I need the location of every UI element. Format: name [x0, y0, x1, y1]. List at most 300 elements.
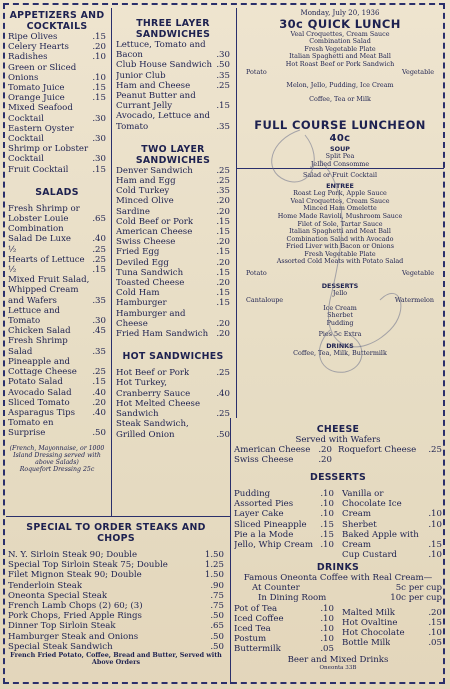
- two-layer-name: Tuna Sandwich: [116, 267, 184, 278]
- two-layer-price: .15: [216, 288, 230, 299]
- column-left: [8, 10, 106, 473]
- two-layer-name: Fried Ham Sandwich: [116, 329, 209, 340]
- soup-heading: SOUP: [330, 145, 350, 154]
- two-layer-price: .15: [216, 267, 230, 278]
- drink-price: .10: [428, 628, 442, 639]
- two-layer-item: [116, 207, 230, 217]
- dessert-name: Pie a la Mode: [234, 529, 294, 540]
- appetizer-name: Shrimp or Lobster Cocktail: [8, 144, 89, 165]
- salad-item: [8, 377, 106, 387]
- salad-item: [8, 357, 106, 377]
- steak-item: [8, 621, 224, 631]
- two-layer-price: .15: [216, 216, 230, 227]
- salad-price: .40: [92, 234, 106, 245]
- entree-item: Assorted Cold Meats with Potato Salad: [276, 257, 404, 266]
- steak-item: [8, 581, 224, 591]
- salad-price: .40: [92, 407, 106, 418]
- steak-name: Dinner Top Sirloin Steak: [8, 621, 116, 632]
- drink-price: .10: [320, 634, 334, 645]
- three-layer-item: [116, 71, 230, 81]
- dessert-item: [234, 540, 334, 550]
- lunch-dessert-heading: DESSERTS: [321, 281, 359, 290]
- drinks-section: [234, 562, 442, 672]
- steak-list: [8, 550, 224, 652]
- appetizer-item: [8, 144, 106, 164]
- entree-list: [240, 190, 440, 266]
- drink-price: .05: [320, 644, 334, 655]
- lunch-dessert-3: Sherbet: [327, 311, 353, 320]
- hot-sandwich-price: .25: [216, 409, 230, 420]
- drink-item: [342, 638, 442, 648]
- two-layer-item: [116, 247, 230, 257]
- two-layer-item: [116, 227, 230, 237]
- soup-list: [240, 153, 440, 168]
- three-layer-name: Avocado, Lettuce and Tomato: [116, 111, 210, 132]
- dressing-note: (French, Mayonnaise, or 1000 Island Dressing served with above Salads): [9, 444, 105, 466]
- three-layer-name: Ham and Cheese: [116, 80, 191, 91]
- dessert-price: .10: [428, 550, 442, 561]
- steak-name: N. Y. Sirloin Steak 90; Double: [8, 550, 138, 560]
- salad-item: [8, 326, 106, 336]
- dessert-price: .15: [320, 519, 334, 530]
- appetizer-price: .30: [92, 134, 106, 145]
- drink-item: [342, 628, 442, 638]
- salad-price: .25: [92, 367, 106, 378]
- two-layer-item: [116, 329, 230, 339]
- dessert-name: Assorted Pies: [234, 499, 294, 510]
- two-layer-name: Cold Beef or Pork: [116, 216, 194, 227]
- dessert-price: .10: [320, 540, 334, 551]
- quick-vegetable: Vegetable: [402, 67, 434, 76]
- drinks-left-list: [234, 604, 334, 655]
- steak-item: [8, 550, 224, 560]
- salad-item: [8, 224, 106, 244]
- full-course-title: FULL COURSE LUNCHEON: [254, 118, 426, 133]
- salad-price: .65: [92, 214, 106, 225]
- hot-sandwich-list: [116, 368, 230, 439]
- salad-name: ½: [8, 265, 17, 276]
- quick-lunch-title: 30c QUICK LUNCH: [279, 16, 401, 31]
- salad-name: Avocado Salad: [8, 387, 72, 398]
- drink-item: [342, 618, 442, 628]
- salad-name: Tomato en Surprise: [8, 418, 54, 439]
- three-layer-item: [116, 60, 230, 70]
- dessert-name: Sliced Pineapple: [234, 519, 307, 530]
- quick-lunch-item: Fresh Vegetable Plate: [304, 44, 376, 53]
- salad-price: .15: [92, 377, 106, 388]
- salad-item: [8, 306, 106, 326]
- coffee-counter-price: 5c per cup: [395, 583, 442, 594]
- salad-name: Chicken Salad: [8, 326, 71, 337]
- two-layer-name: Deviled Egg: [116, 257, 169, 268]
- appetizer-price: .15: [92, 93, 106, 104]
- dessert-item: [342, 520, 442, 530]
- salad-list: [8, 204, 106, 439]
- drink-name: Bottle Milk: [342, 638, 391, 649]
- salad-price: .25: [92, 254, 106, 265]
- appetizer-item: [8, 103, 106, 123]
- appetizer-name: Green or Sliced Onions: [8, 62, 77, 83]
- desserts-left-list: [234, 489, 334, 560]
- coffee-dining: In Dining Room: [258, 593, 327, 604]
- cheese-swiss-price: .20: [318, 455, 332, 466]
- three-layer-price: .35: [216, 70, 230, 81]
- lunch-dessert-1: Jello: [332, 288, 348, 297]
- appetizers-title: APPETIZERS AND COCKTAILS: [9, 10, 105, 32]
- salad-item: [8, 265, 106, 275]
- lunch-watermelon: Watermelon: [394, 296, 434, 305]
- salad-item: [8, 336, 106, 356]
- dessert-item: [234, 530, 334, 540]
- salad-name: Lettuce and Tomato: [8, 305, 61, 327]
- appetizer-name: Orange Juice: [8, 93, 65, 104]
- appetizer-item: [8, 124, 106, 144]
- drinks-footer: Beer and Mixed Drinks: [287, 654, 389, 665]
- salad-price: .20: [92, 397, 106, 408]
- column-middle: [116, 18, 230, 440]
- three-layer-item: [116, 81, 230, 91]
- salad-name: Fresh Shrimp Salad: [8, 336, 68, 357]
- dessert-price: .15: [320, 529, 334, 540]
- drink-price: .10: [320, 603, 334, 614]
- dessert-item: [342, 489, 442, 520]
- steak-price: .50: [210, 641, 224, 652]
- salad-price: .25: [92, 244, 106, 255]
- appetizer-price: .15: [92, 164, 106, 175]
- appetizer-name: Ripe Olives: [8, 32, 58, 42]
- entree-item: Roast Leg Pork, Apple Sauce: [293, 189, 387, 198]
- appetizer-name: Eastern Oyster Cocktail: [8, 123, 74, 145]
- appetizer-name: Mixed Seafood Cocktail: [8, 103, 73, 124]
- three-layer-name: Club House Sandwich: [116, 60, 213, 71]
- steak-item: [8, 560, 224, 570]
- salad-name: Mixed Fruit Salad, Whipped Cream and Wafers: [8, 275, 90, 306]
- drink-name: Hot Chocolate: [342, 628, 405, 639]
- three-layer-title: THREE LAYER SANDWICHES: [135, 18, 211, 40]
- cheese-title: CHEESE: [316, 424, 360, 435]
- hot-sandwich-name: Hot Turkey, Cranberry Sauce: [116, 378, 191, 399]
- drink-item: [234, 604, 334, 614]
- salad-price: .45: [92, 326, 106, 337]
- steak-price: 1.50: [204, 570, 224, 581]
- hot-sandwich-price: .40: [216, 388, 230, 399]
- steak-name: Hamburger Steak and Onions: [8, 631, 139, 642]
- cheese-section: [234, 424, 442, 466]
- salad-name: Asparagus Tips: [8, 407, 76, 418]
- dessert-price: .10: [320, 509, 334, 520]
- two-layer-name: American Cheese: [116, 227, 193, 238]
- drink-name: Buttermilk: [234, 644, 281, 655]
- drink-price: .05: [428, 638, 442, 649]
- roquefort-note: Roquefort Dressing 25c: [19, 466, 95, 474]
- entree-item: Fried Liver with Bacon or Onions: [285, 242, 395, 251]
- steak-price: 1.25: [204, 560, 224, 571]
- two-layer-item: [116, 268, 230, 278]
- steak-price: 1.50: [204, 550, 224, 560]
- salad-price: .40: [92, 387, 106, 398]
- cheese-american-price: .20: [318, 445, 332, 456]
- two-layer-name: Ham and Egg: [116, 176, 176, 187]
- print-code: Oneonta 33B: [319, 664, 357, 671]
- entree-item: Minced Ham Omelette: [303, 204, 377, 213]
- two-layer-item: [116, 237, 230, 247]
- dessert-name: Pudding: [234, 489, 271, 499]
- dessert-item: [234, 489, 334, 499]
- dessert-price: .15: [428, 540, 442, 551]
- salad-price: .50: [92, 428, 106, 439]
- two-layer-item: [116, 288, 230, 298]
- three-layer-name: Peanut Butter and Currant Jelly: [116, 91, 196, 112]
- steak-item: [8, 601, 224, 611]
- steak-price: .75: [210, 601, 224, 612]
- menu-date: Monday, July 20, 1936: [300, 9, 380, 17]
- steak-name: Tenderloin Steak: [8, 580, 83, 591]
- cheese-swiss: Swiss Cheese: [234, 455, 294, 466]
- hot-sandwich-price: .25: [216, 368, 230, 379]
- steak-price: .90: [210, 580, 224, 591]
- drink-price: .10: [320, 624, 334, 635]
- cheese-roquefort: Roquefort Cheese: [338, 445, 417, 456]
- two-layer-title: TWO LAYER SANDWICHES: [135, 143, 211, 166]
- two-layer-item: [116, 298, 230, 308]
- three-layer-price: .50: [216, 60, 230, 71]
- coffee-counter: At Counter: [252, 583, 300, 594]
- hot-sandwich-price: .50: [216, 429, 230, 440]
- steak-price: .50: [210, 631, 224, 642]
- drink-item: [234, 614, 334, 624]
- drinks-right-list: [342, 604, 442, 655]
- salad-price: .15: [92, 265, 106, 276]
- salad-item: [8, 388, 106, 398]
- divider-col1: [111, 8, 112, 516]
- dessert-price: .10: [428, 519, 442, 530]
- quick-dessert: Melon, Jello, Pudding, Ice Cream: [286, 81, 394, 90]
- three-layer-price: .30: [216, 50, 230, 61]
- salad-name: Hearts of Lettuce: [8, 254, 85, 265]
- hot-sandwich-name: Steak Sandwich, Grilled Onion: [116, 419, 189, 440]
- quick-lunch-item: Italian Spaghetti and Meat Ball: [289, 52, 391, 61]
- hot-sandwich-item: [116, 399, 230, 419]
- three-layer-list: [116, 40, 230, 132]
- two-layer-list: [116, 166, 230, 339]
- two-layer-price: .20: [216, 196, 230, 207]
- dessert-name: Cup Custard: [342, 550, 398, 561]
- appetizer-item: [8, 165, 106, 175]
- drink-price: .10: [320, 613, 334, 624]
- two-layer-name: Fried Egg: [116, 247, 160, 258]
- coffee-dining-price: 10c per cup: [390, 593, 442, 604]
- appetizer-price: .10: [92, 52, 106, 63]
- appetizer-price: .30: [92, 113, 106, 124]
- appetizer-name: Celery Hearts: [8, 42, 69, 53]
- three-layer-item: [116, 111, 230, 131]
- three-layer-name: Lettuce, Tomato and Bacon: [116, 40, 206, 61]
- dessert-name: Layer Cake: [234, 509, 284, 520]
- two-layer-item: [116, 186, 230, 196]
- two-layer-name: Minced Olive: [116, 196, 174, 207]
- steak-item: [8, 591, 224, 601]
- drink-name: Postum: [234, 634, 267, 645]
- salad-item: [8, 204, 106, 224]
- two-layer-price: .20: [216, 237, 230, 248]
- divider-left-bottom: [6, 516, 230, 517]
- lunch-dessert-4: Pudding: [326, 319, 354, 328]
- quick-potato: Potato: [246, 67, 267, 76]
- dessert-price: .10: [320, 499, 334, 510]
- salad-price: .35: [92, 295, 106, 306]
- quick-lunch-item: Hot Roast Beef or Pork Sandwich: [285, 59, 395, 68]
- appetizer-price: .20: [92, 42, 106, 53]
- desserts-section: [234, 472, 442, 560]
- entree-item: Veal Croquettes, Cream Sauce: [290, 196, 390, 205]
- drink-name: Iced Coffee: [234, 613, 284, 624]
- appetizer-item: [8, 83, 106, 93]
- salad-item: [8, 398, 106, 408]
- two-layer-name: Sardine: [116, 206, 150, 217]
- lunch-cantaloupe: Cantaloupe: [246, 296, 284, 305]
- dessert-price: .10: [320, 489, 334, 499]
- hot-sandwich-name: Hot Melted Cheese Sandwich: [116, 398, 201, 420]
- divider-left-bottom-right: [230, 418, 231, 684]
- dessert-name: Baked Apple with Cream: [342, 529, 419, 551]
- quick-lunch-item: Combination Salad: [309, 37, 371, 46]
- salad-name: Combination Salad De Luxe: [8, 224, 71, 245]
- full-potato: Potato: [246, 269, 267, 278]
- appetizer-price: .15: [92, 83, 106, 94]
- salad-item: [8, 408, 106, 418]
- lunch-drinks-heading: DRINKS: [326, 342, 354, 351]
- two-layer-price: .15: [216, 227, 230, 238]
- two-layer-item: [116, 196, 230, 206]
- desserts-title: DESSERTS: [309, 472, 367, 483]
- two-layer-price: .15: [216, 298, 230, 309]
- lunch-pies-extra: Pies 5c Extra: [318, 329, 362, 338]
- steak-item: [8, 570, 224, 580]
- two-layer-item: [116, 217, 230, 227]
- hot-sandwich-name: Hot Beef or Pork: [116, 368, 190, 379]
- appetizer-name: Tomato Juice: [8, 83, 65, 94]
- entree-item: Fresh Vegetable Plate: [304, 249, 376, 258]
- hot-sandwich-item: [116, 368, 230, 378]
- appetizer-item: [8, 63, 106, 83]
- lunch-section: [240, 10, 440, 358]
- steak-item: [8, 632, 224, 642]
- two-layer-price: .25: [216, 165, 230, 176]
- quick-lunch-list: [240, 31, 440, 69]
- two-layer-name: Cold Ham: [116, 288, 160, 299]
- hot-sandwich-item: [116, 378, 230, 398]
- salad-name: Sliced Tomato: [8, 397, 70, 408]
- steaks-footer: French Fried Potato, Coffee, Bread and Butter, Served with Above Orders: [10, 651, 222, 667]
- three-layer-price: .25: [216, 80, 230, 91]
- two-layer-item: [116, 166, 230, 176]
- appetizer-price: .10: [92, 72, 106, 83]
- salad-price: .30: [92, 316, 106, 327]
- two-layer-price: .20: [216, 206, 230, 217]
- two-layer-price: .35: [216, 186, 230, 197]
- divider-col2: [236, 8, 237, 418]
- three-layer-item: [116, 40, 230, 60]
- drink-item: [234, 624, 334, 634]
- two-layer-price: .15: [216, 247, 230, 258]
- dessert-name: Vanilla or Chocolate Ice Cream: [342, 489, 402, 520]
- entree-heading: ENTREE: [326, 182, 354, 191]
- three-layer-name: Junior Club: [116, 70, 166, 81]
- dessert-name: Sherbet: [342, 519, 377, 530]
- lunch-divider: [236, 168, 444, 169]
- full-vegetable: Vegetable: [402, 269, 434, 278]
- soup-item: Split Pea: [325, 152, 355, 161]
- two-layer-price: .25: [216, 176, 230, 187]
- drink-price: .15: [428, 617, 442, 628]
- two-layer-name: Toasted Cheese: [116, 278, 185, 289]
- dessert-item: [342, 550, 442, 560]
- full-course-price: 40c: [329, 133, 351, 145]
- appetizer-item: [8, 52, 106, 62]
- salad-item: [8, 418, 106, 438]
- salad-price: .35: [92, 346, 106, 357]
- drink-name: Pot of Tea: [234, 603, 278, 614]
- salad-item: [8, 255, 106, 265]
- dessert-name: Jello, Whip Cream: [234, 540, 314, 551]
- lunch-dessert-2: Ice Cream: [323, 303, 357, 312]
- lunch-drinks: Coffee, Tea, Milk, Buttermilk: [293, 349, 387, 358]
- drink-price: .20: [428, 607, 442, 618]
- soup-item: Jellied Consomme: [310, 159, 370, 168]
- two-layer-price: .20: [216, 318, 230, 329]
- drink-item: [234, 634, 334, 644]
- drink-name: Iced Tea: [234, 624, 271, 635]
- cheese-roquefort-price: .25: [428, 445, 442, 456]
- two-layer-name: Hamburger and Cheese: [116, 308, 186, 329]
- coffee-title: Famous Oneonta Coffee with Real Cream—: [243, 573, 433, 583]
- steak-price: .75: [210, 590, 224, 601]
- drink-name: Malted Milk: [342, 607, 395, 618]
- cheese-subtitle: Served with Wafers: [295, 435, 381, 445]
- dessert-item: [234, 509, 334, 519]
- two-layer-item: [116, 278, 230, 288]
- dessert-item: [234, 520, 334, 530]
- appetizer-item: [8, 32, 106, 42]
- dessert-price: .10: [428, 509, 442, 520]
- steaks-section: [8, 522, 224, 666]
- two-layer-item: [116, 258, 230, 268]
- two-layer-name: Cold Turkey: [116, 186, 170, 197]
- two-layer-item: [116, 176, 230, 186]
- entree-item: Filet of Sole, Tartar Sauce: [297, 219, 383, 228]
- two-layer-price: .20: [216, 257, 230, 268]
- hot-sandwiches-title: HOT SANDWICHES: [122, 351, 224, 363]
- appetizer-price: .30: [92, 154, 106, 165]
- drinks-title: DRINKS: [316, 562, 360, 573]
- entree-item: Italian Spaghetti and Meat Ball: [289, 227, 391, 236]
- appetizer-name: Fruit Cocktail: [8, 164, 69, 175]
- steak-name: Pork Chops, Fried Apple Rings: [8, 611, 142, 622]
- appetizer-name: Radishes: [8, 52, 48, 63]
- quick-lunch-item: Veal Croquettes, Cream Sauce: [290, 29, 390, 38]
- cheese-american: American Cheese: [234, 445, 311, 456]
- two-layer-name: Hamburger: [116, 298, 167, 309]
- salad-name: ½: [8, 244, 17, 255]
- entree-item: Combination Salad with Avocado: [286, 234, 394, 243]
- dessert-item: [342, 530, 442, 550]
- three-layer-item: [116, 91, 230, 111]
- three-layer-price: .15: [216, 101, 230, 112]
- salad-name: Pineapple and Cottage Cheese: [8, 356, 77, 378]
- three-layer-price: .35: [216, 121, 230, 132]
- steak-item: [8, 611, 224, 621]
- steaks-title: SPECIAL TO ORDER STEAKS AND CHOPS: [26, 522, 206, 544]
